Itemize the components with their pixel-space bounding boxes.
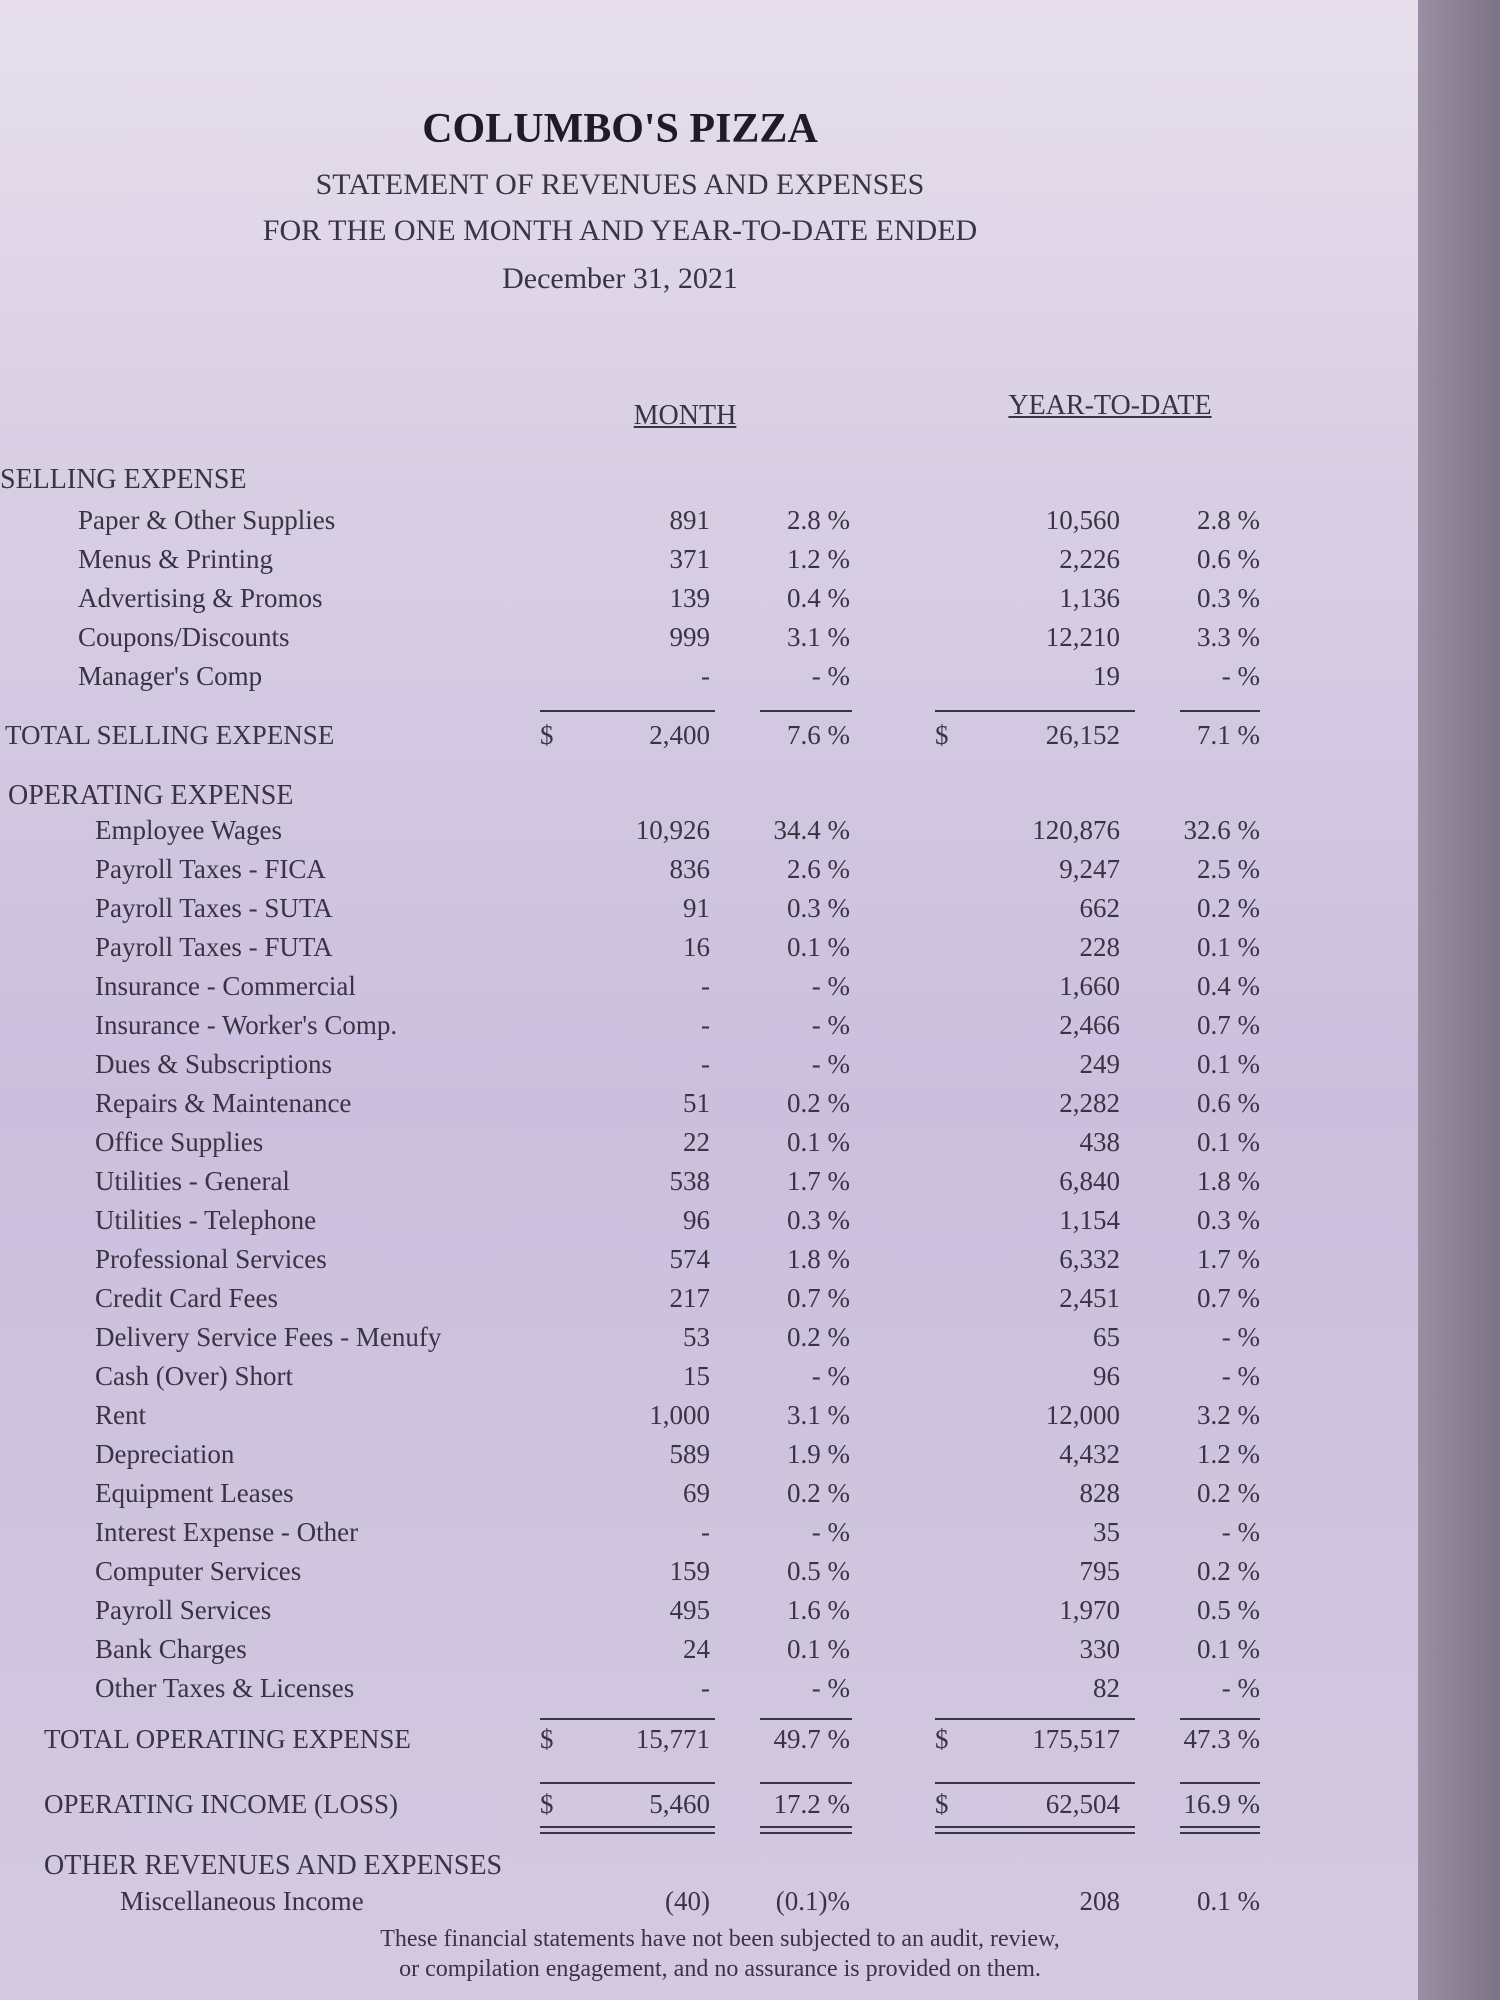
month-amount: 999 [669, 622, 710, 652]
month-amount: 589 [669, 1439, 710, 1469]
month-percent: - % [811, 1010, 850, 1040]
month-amount: 24 [683, 1634, 710, 1664]
operating-expense-row [0, 932, 1418, 970]
operating-expense-row [0, 1478, 1418, 1516]
month-percent: 0.2 % [787, 1478, 850, 1508]
row-label: Employee Wages [95, 815, 283, 845]
month-amount: 2,400 [649, 720, 710, 750]
month-percent: - % [811, 1517, 850, 1547]
month-percent: 0.2 % [787, 1322, 850, 1352]
row-label: Rent [95, 1400, 146, 1430]
operating-income-rule-2 [935, 1782, 1135, 1784]
month-dollar-sign: $ [540, 1789, 554, 1819]
operating-total-rule-0 [540, 1718, 715, 1720]
month-percent: 1.7 % [787, 1166, 850, 1196]
month-amount: 5,460 [649, 1789, 710, 1819]
month-amount: 15,771 [635, 1724, 710, 1754]
month-percent: 0.1 % [787, 1127, 850, 1157]
ytd-amount: 62,504 [1045, 1789, 1120, 1819]
total-selling-expense-row [0, 720, 1418, 758]
month-percent: 1.8 % [787, 1244, 850, 1274]
row-label: OPERATING INCOME (LOSS) [44, 1789, 399, 1819]
ytd-percent: 0.2 % [1197, 893, 1260, 923]
ytd-percent: 0.2 % [1197, 1556, 1260, 1586]
ytd-percent: 0.1 % [1197, 1634, 1260, 1664]
row-label: Depreciation [95, 1439, 235, 1469]
row-label: Miscellaneous Income [120, 1886, 364, 1916]
operating-total-rule-2 [935, 1718, 1135, 1720]
month-percent: 17.2 % [773, 1789, 850, 1819]
operating-total-rule-3 [1180, 1718, 1260, 1720]
month-amount: - [701, 661, 710, 691]
month-percent: 3.1 % [787, 622, 850, 652]
ytd-percent: 1.2 % [1197, 1439, 1260, 1469]
ytd-amount: 330 [1079, 1634, 1120, 1664]
month-percent: - % [811, 1361, 850, 1391]
ytd-amount: 1,136 [1059, 583, 1120, 613]
ytd-percent: - % [1221, 1361, 1260, 1391]
disclaimer-line-2: or compilation engagement, and no assurance is provided on them. [399, 1956, 1041, 1982]
month-amount: - [701, 1517, 710, 1547]
ytd-amount: 249 [1079, 1049, 1120, 1079]
operating-expense-row [0, 1400, 1418, 1438]
operating-expense-row [0, 1127, 1418, 1165]
month-dollar-sign: $ [540, 720, 554, 750]
month-percent: 7.6 % [787, 720, 850, 750]
ytd-amount: 96 [1093, 1361, 1120, 1391]
selling-expense-row [0, 661, 1418, 699]
operating-income-double-rule-0 [540, 1826, 715, 1834]
month-percent: 2.6 % [787, 854, 850, 884]
ytd-percent: 0.4 % [1197, 971, 1260, 1001]
row-label: Menus & Printing [78, 544, 274, 574]
ytd-percent: 0.3 % [1197, 583, 1260, 613]
ytd-percent: 32.6 % [1183, 815, 1260, 845]
ytd-dollar-sign: $ [935, 1724, 949, 1754]
row-label: Utilities - Telephone [95, 1205, 317, 1235]
operating-expense-row [0, 1517, 1418, 1555]
month-amount: - [701, 1049, 710, 1079]
month-percent: - % [811, 971, 850, 1001]
ytd-amount: 82 [1093, 1673, 1120, 1703]
operating-expense-row [0, 1166, 1418, 1204]
ytd-amount: 1,154 [1059, 1205, 1120, 1235]
month-percent: 0.2 % [787, 1088, 850, 1118]
row-label: Coupons/Discounts [78, 622, 290, 652]
operating-expense-row [0, 1595, 1418, 1633]
ytd-amount: 10,560 [1045, 505, 1120, 535]
row-label: TOTAL OPERATING EXPENSE [44, 1724, 411, 1754]
selling-expense-row [0, 583, 1418, 621]
selling-expense-row [0, 505, 1418, 543]
selling-expense-row [0, 544, 1418, 582]
ytd-percent: 0.1 % [1197, 932, 1260, 962]
paper-edge-shadow [1418, 0, 1500, 2000]
operating-expense-row [0, 893, 1418, 931]
month-amount: 53 [683, 1322, 710, 1352]
other-revenues-heading: OTHER REVENUES AND EXPENSES [44, 1850, 503, 1881]
ytd-percent: 7.1 % [1197, 720, 1260, 750]
ytd-percent: 2.8 % [1197, 505, 1260, 535]
month-percent: 1.9 % [787, 1439, 850, 1469]
operating-expense-row [0, 1244, 1418, 1282]
operating-expense-row [0, 1556, 1418, 1594]
ytd-percent: 0.1 % [1197, 1049, 1260, 1079]
month-amount: 217 [669, 1283, 710, 1313]
row-label: Payroll Taxes - FICA [95, 854, 326, 884]
ytd-amount: 120,876 [1032, 815, 1120, 845]
row-label: Paper & Other Supplies [78, 505, 336, 535]
month-amount: 139 [669, 583, 710, 613]
month-percent: 1.2 % [787, 544, 850, 574]
row-label: Repairs & Maintenance [95, 1088, 352, 1118]
month-amount: 1,000 [649, 1400, 710, 1430]
month-column-header: MONTH [633, 400, 737, 431]
disclaimer-line-1: These financial statements have not been subjected to an audit, review, [380, 1926, 1060, 1952]
operating-expense-row [0, 1205, 1418, 1243]
operating-expense-row [0, 1361, 1418, 1399]
ytd-percent: 0.1 % [1197, 1886, 1260, 1916]
row-label: Manager's Comp [78, 661, 263, 691]
month-percent: 0.3 % [787, 893, 850, 923]
ytd-percent: 3.3 % [1197, 622, 1260, 652]
row-label: Payroll Taxes - FUTA [95, 932, 333, 962]
operating-income-rule-1 [760, 1782, 852, 1784]
row-label: Other Taxes & Licenses [95, 1673, 355, 1703]
month-percent: - % [811, 1049, 850, 1079]
total-operating-expense-row [0, 1724, 1418, 1762]
month-percent: 0.4 % [787, 583, 850, 613]
ytd-amount: 2,451 [1059, 1283, 1120, 1313]
operating-income-double-rule-1 [760, 1826, 852, 1834]
ytd-amount: 175,517 [1032, 1724, 1120, 1754]
operating-expense-row [0, 1088, 1418, 1126]
month-amount: 91 [683, 893, 710, 923]
ytd-amount: 2,282 [1059, 1088, 1120, 1118]
row-label: Bank Charges [95, 1634, 247, 1664]
ytd-amount: 1,970 [1059, 1595, 1120, 1625]
ytd-percent: - % [1221, 1673, 1260, 1703]
operating-expense-row [0, 971, 1418, 1009]
month-percent: 0.1 % [787, 1634, 850, 1664]
company-name: COLUMBO'S PIZZA [422, 106, 818, 152]
row-label: Utilities - General [95, 1166, 290, 1196]
statement-period: FOR THE ONE MONTH AND YEAR-TO-DATE ENDED [262, 214, 978, 247]
row-label: Dues & Subscriptions [95, 1049, 333, 1079]
ytd-percent: 3.2 % [1197, 1400, 1260, 1430]
row-label: Advertising & Promos [78, 583, 323, 613]
ytd-amount: 12,000 [1045, 1400, 1120, 1430]
operating-total-rule-1 [760, 1718, 852, 1720]
row-label: Equipment Leases [95, 1478, 294, 1508]
row-label: Cash (Over) Short [95, 1361, 293, 1391]
ytd-percent: - % [1221, 661, 1260, 691]
month-percent: 0.7 % [787, 1283, 850, 1313]
selling-total-rule-1 [760, 710, 852, 712]
ytd-percent: 0.7 % [1197, 1010, 1260, 1040]
ytd-percent: - % [1221, 1322, 1260, 1352]
ytd-amount: 19 [1093, 661, 1120, 691]
operating-expense-row [0, 1439, 1418, 1477]
operating-expense-row [0, 1010, 1418, 1048]
operating-expense-row [0, 815, 1418, 853]
month-amount: 96 [683, 1205, 710, 1235]
month-percent: 2.8 % [787, 505, 850, 535]
ytd-amount: 828 [1079, 1478, 1120, 1508]
ytd-percent: 16.9 % [1183, 1789, 1260, 1819]
ytd-amount: 65 [1093, 1322, 1120, 1352]
month-amount: 891 [669, 505, 710, 535]
selling-total-rule-0 [540, 710, 715, 712]
ytd-percent: 0.2 % [1197, 1478, 1260, 1508]
month-amount: 51 [683, 1088, 710, 1118]
ytd-amount: 208 [1079, 1886, 1120, 1916]
operating-income-double-rule-2 [935, 1826, 1135, 1834]
row-label: Delivery Service Fees - Menufy [95, 1322, 442, 1352]
month-percent: 0.1 % [787, 932, 850, 962]
month-amount: 69 [683, 1478, 710, 1508]
ytd-percent: 0.1 % [1197, 1127, 1260, 1157]
operating-income-row [0, 1789, 1418, 1827]
ytd-percent: 0.7 % [1197, 1283, 1260, 1313]
month-amount: 836 [669, 854, 710, 884]
ytd-amount: 438 [1079, 1127, 1120, 1157]
month-percent: - % [811, 1673, 850, 1703]
operating-expense-heading: OPERATING EXPENSE [8, 780, 294, 811]
ytd-amount: 662 [1079, 893, 1120, 923]
disclaimer-footnote [300, 1924, 1140, 1984]
ytd-percent: 1.8 % [1197, 1166, 1260, 1196]
row-label: TOTAL SELLING EXPENSE [5, 720, 335, 750]
row-label: Payroll Taxes - SUTA [95, 893, 333, 923]
row-label: Insurance - Worker's Comp. [95, 1010, 398, 1040]
ytd-dollar-sign: $ [935, 1789, 949, 1819]
operating-expense-row [0, 1673, 1418, 1711]
operating-income-rule-0 [540, 1782, 715, 1784]
ytd-percent: 0.3 % [1197, 1205, 1260, 1235]
operating-expense-row [0, 854, 1418, 892]
month-amount: 371 [669, 544, 710, 574]
month-percent: (0.1)% [775, 1886, 850, 1916]
ytd-amount: 6,332 [1059, 1244, 1120, 1274]
month-amount: 16 [683, 932, 710, 962]
ytd-amount: 228 [1079, 932, 1120, 962]
row-label: Interest Expense - Other [95, 1517, 359, 1547]
selling-expense-heading: SELLING EXPENSE [0, 464, 247, 495]
ytd-percent: 2.5 % [1197, 854, 1260, 884]
operating-expense-row [0, 1322, 1418, 1360]
ytd-amount: 26,152 [1045, 720, 1120, 750]
month-amount: - [701, 1010, 710, 1040]
ytd-amount: 9,247 [1059, 854, 1120, 884]
month-amount: 495 [669, 1595, 710, 1625]
ytd-amount: 6,840 [1059, 1166, 1120, 1196]
ytd-percent: 0.6 % [1197, 1088, 1260, 1118]
month-dollar-sign: $ [540, 1724, 554, 1754]
month-amount: 10,926 [635, 815, 710, 845]
ytd-amount: 12,210 [1045, 622, 1120, 652]
month-amount: - [701, 1673, 710, 1703]
row-label: Credit Card Fees [95, 1283, 278, 1313]
month-percent: 0.3 % [787, 1205, 850, 1235]
other-revenue-row [0, 1886, 1418, 1924]
month-amount: - [701, 971, 710, 1001]
ytd-percent: 1.7 % [1197, 1244, 1260, 1274]
statement-date: December 31, 2021 [502, 262, 738, 295]
statement-title: STATEMENT OF REVENUES AND EXPENSES [315, 168, 925, 201]
month-percent: 49.7 % [773, 1724, 850, 1754]
month-percent: 0.5 % [787, 1556, 850, 1586]
ytd-amount: 795 [1079, 1556, 1120, 1586]
operating-expense-row [0, 1049, 1418, 1087]
ytd-percent: 47.3 % [1183, 1724, 1260, 1754]
month-percent: - % [811, 661, 850, 691]
ytd-percent: 0.6 % [1197, 544, 1260, 574]
ytd-column-header: YEAR-TO-DATE [1008, 390, 1212, 421]
month-amount: 574 [669, 1244, 710, 1274]
row-label: Office Supplies [95, 1127, 264, 1157]
operating-expense-row [0, 1283, 1418, 1321]
operating-income-rule-3 [1180, 1782, 1260, 1784]
row-label: Insurance - Commercial [95, 971, 356, 1001]
ytd-amount: 35 [1093, 1517, 1120, 1547]
month-percent: 1.6 % [787, 1595, 850, 1625]
month-amount: (40) [665, 1886, 710, 1916]
selling-expense-row [0, 622, 1418, 660]
operating-income-double-rule-3 [1180, 1826, 1260, 1834]
month-percent: 34.4 % [773, 815, 850, 845]
selling-total-rule-3 [1180, 710, 1260, 712]
ytd-amount: 2,226 [1059, 544, 1120, 574]
ytd-amount: 2,466 [1059, 1010, 1120, 1040]
month-amount: 538 [669, 1166, 710, 1196]
month-amount: 15 [683, 1361, 710, 1391]
month-amount: 22 [683, 1127, 710, 1157]
ytd-amount: 4,432 [1059, 1439, 1120, 1469]
month-percent: 3.1 % [787, 1400, 850, 1430]
selling-total-rule-2 [935, 710, 1135, 712]
ytd-percent: 0.5 % [1197, 1595, 1260, 1625]
row-label: Payroll Services [95, 1595, 272, 1625]
row-label: Professional Services [95, 1244, 327, 1274]
month-amount: 159 [669, 1556, 710, 1586]
ytd-amount: 1,660 [1059, 971, 1120, 1001]
row-label: Computer Services [95, 1556, 302, 1586]
ytd-percent: - % [1221, 1517, 1260, 1547]
operating-expense-row [0, 1634, 1418, 1672]
ytd-dollar-sign: $ [935, 720, 949, 750]
